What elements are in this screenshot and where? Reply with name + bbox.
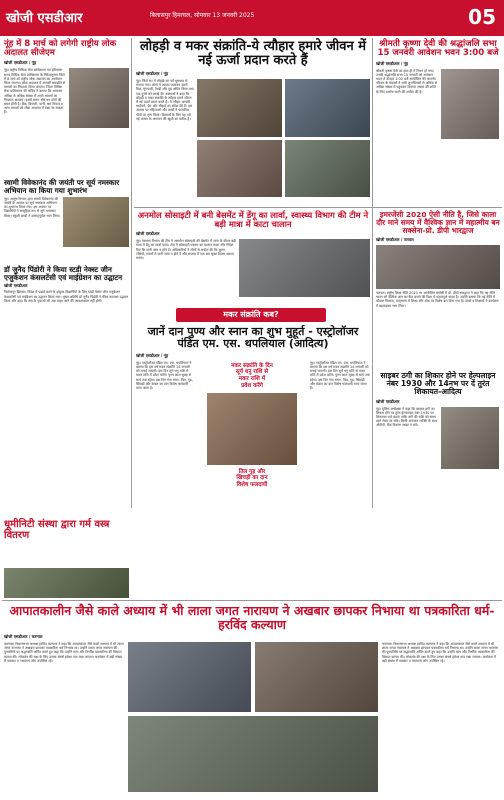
- anmol-story: [136, 211, 370, 315]
- story-headline: अनमोल सोसाइटी में बनी बेसमेंट में डेंगू का लार्वा, स्वास्थ्य विभाग की टीम ने बड़ी मात्रा में काटा चालान: [137, 210, 369, 230]
- news-photo: [197, 140, 282, 197]
- story-body: नूंह। एस्ट्रोलॉजर पंडित एम. एस. थपलियाल ने बताया कि इस वर्ष मकर संक्रांति 14 जनवरी को मनाई जाएगी। इस दिन सूर्य धनु राशि से मकर राशि में प्रवेश करेंगे। पुण्य काल सुबह से सायं तक रहेगा। इस दिन गंगा स्नान, तिल, गुड़, खिचड़ी और कंबल का दान विशेष फलदायी माना जाता है।: [136, 360, 193, 390]
- news-photo: [63, 197, 129, 247]
- story-byline: खोजी एसडीआर: [4, 283, 28, 289]
- section-rule: [2, 600, 502, 601]
- story-byline: खोजी एसडीआर / पलवल: [376, 236, 414, 242]
- story-headline: धूमीनिटी संस्था द्वारा गर्म वस्त्र वितरण: [4, 519, 110, 541]
- story-body: नूंह। पुलिस अधीक्षक ने कहा कि साइबर ठगी का शिकार होने पर तुरंत हेल्पलाइन नंबर 1930 पर शिकायत दर्ज कराएं ताकि ठगी की राशि को समय रहते रोका जा सके। किसी अनजान व्यक्ति के साथ ओटीपी, बैंक विवरण साझा न करें।: [376, 406, 438, 428]
- story-headline: साइबर ठगी का शिकार होने पर हेल्पलाइन नंबर 1930 और 14नभ पर दें तुरंत शिकायत-आदित्य: [380, 371, 496, 397]
- story-headline: डॉ जुनैद पिंडोरी ने किया स्टडी नेक्स्ट जीन एजुकेशन कंसलटेंसी एवं माईग्रेशन का उद्घाटन: [4, 264, 123, 282]
- story-body: नूंह। स्वास्थ्य विभाग की टीम ने अनमोल सोसाइटी की बेसमेंट में जांच के दौरान बड़ी मात्रा में डेंगू का लार्वा पाया। टीम ने सोसाइटी प्रबंधन का चालान काटा और निर्देश दिए कि पानी जमा न होने दें। अधिकारियों ने लोगों से अपील की कि कूलर, टंकियों, गमलों में पानी जमा न होने दें और सप्ताह में एक बार सूखा दिवस अवश्य मनाएं।: [136, 239, 236, 260]
- apatkal-story: [4, 604, 500, 792]
- news-photo: [4, 568, 129, 598]
- news-photo: [197, 79, 282, 137]
- news-photo: [207, 393, 297, 465]
- masthead: [0, 0, 504, 36]
- story-byline: खोजी एसडीआर / नूंह: [4, 60, 37, 66]
- shraddhanjali-story: [376, 40, 500, 197]
- news-photo: [69, 68, 129, 128]
- section-rule: [134, 207, 502, 208]
- story-headline: आपातकालीन जैसे काले अध्याय में भी लाला जगत नारायण ने अखबार छापकर निभाया था पत्रकारिता धर्म-हरविंद कल्याण: [9, 603, 495, 632]
- story-body: श्रीमती कृष्णा देवी का हाल ही में निधन हो गया। उनकी श्रद्धांजलि सभा 15 जनवरी को आवेशन भवन में दोपहर 3:00 बजे आयोजित की जाएगी। परिवार के सदस्यों ने सभी शुभचिंतकों से अधिक से अधिक संख्या में पहुंचकर दिवंगत आत्मा की शांति के लिए प्रार्थना करने की अपील की है।: [376, 68, 438, 94]
- section-tag: मकर संक्रांति कब?: [176, 308, 326, 322]
- column-rule: [372, 38, 373, 508]
- news-photo: [128, 642, 251, 712]
- news-photo: [255, 642, 378, 712]
- pull-quote: तिल गुड़ और खिचड़ी का दान विशेष फलदायी: [236, 468, 268, 488]
- story-body: नूंह। आयुष विभाग द्वारा स्वामी विवेकानंद की जयंती के अवसर पर सूर्य नमस्कार अभियान का शुभारंभ किया गया। इस अवसर पर विद्यार्थियों ने सामूहिक रूप से सूर्य नमस्कार किया। स्कूली बच्चों ने उत्साहपूर्वक भाग लिया।: [4, 196, 60, 218]
- story-headline: स्वामी विवेकानंद की जयंती पर सूर्य नमस्कार अभियान का किया गया शुभारंभ: [4, 178, 120, 196]
- story-headline: श्रीमती कृष्णा देवी की श्रद्धांजलि सभा 15 जनवरी आवेशन भवन 3:00 बजे: [377, 39, 499, 59]
- story-headline: लोहड़ी व मकर संक्रांति-ये त्यौहार हमारे जीवन में नई ऊर्जा प्रदान करते हैं: [139, 39, 367, 69]
- emergency-story: [376, 211, 500, 353]
- cyber-story: [376, 372, 500, 487]
- news-photo: [376, 245, 500, 289]
- portrait-photo: [441, 69, 499, 139]
- story-headline: इमरजेंसी 2020 ऐसी नीति है, जिसे काला दौर माने समय में वैश्विक ज्ञान में महात्मीय बन सक्सेना-प्रो. डीपी भारद्वाज: [376, 210, 500, 235]
- story-body: फिरोजपुर झिरका। विदेश में पढ़ाई करने के इच्छुक विद्यार्थियों के लिए स्टडी नेक्स्ट जीन एजुकेशन कंसलटेंसी एवं माईग्रेशन का उद्घाटन किया गया। मुख्य अतिथि डॉ जुनैद पिंडोरी ने फीता काटकर उद्घाटन किया और कहा कि क्षेत्र के युवाओं को अब बाहर जाने की आवश्यकता नहीं होगी।: [4, 290, 129, 303]
- story-body: नूंह। राष्ट्रीय विधिक सेवा प्राधिकरण एवं हरियाणा राज्य विधिक सेवा प्राधिकरण के निर्देशानुसार जिले में 8 मार्च को राष्ट्रीय लोक अदालत का आयोजन किया जाएगा। लोक अदालत में आपसी समझौते से मामलों का निपटारा किया जाएगा। जिला विधिक सेवा प्राधिकरण की सचिव ने बताया कि आमजन अधिक से अधिक संख्या में अपने मामलों का निपटारा करवाएं। इससे समय और धन दोनों की बचत होती है। बैंक, बिजली, पानी, श्रम विवाद व अन्य मामलों को लोक अदालत में रखा जा सकता है।: [4, 68, 66, 115]
- story-byline: खोजी एसडीआर / नूंह: [136, 352, 169, 358]
- story-body: नूंह। जिले भर में लोहड़ी का पर्व धूमधाम से मनाया गया। लोगों ने अलाव जलाकर उसमें तिल, मूंगफली, रेवड़ी और गुड़ अर्पित किया तथा एक दूसरे को बधाई दी। वक्ताओं ने कहा कि लोहड़ी व मकर संक्रांति के त्यौहार हमारे जीवन में नई ऊर्जा प्रदान करते हैं। ये त्यौहार आपसी भाईचारे, प्रेम और सौहार्द का संदेश देते हैं। इस अवसर पर महिलाओं और बच्चों ने पारंपरिक गीतों पर नृत्य किया। किसानों के लिए यह पर्व नई फसल के आगमन की खुशी का प्रतीक है।: [136, 79, 194, 121]
- page-number: 05: [468, 5, 496, 29]
- news-photo: [128, 716, 378, 792]
- newspaper-brand: खोजी एसडीआर: [6, 11, 83, 26]
- story-byline: खोजी एसडीआर / नूंह: [376, 60, 409, 66]
- story-byline: खोजी एसडीआर: [376, 398, 400, 404]
- news-photo: [285, 140, 370, 197]
- makar-story: [136, 326, 370, 511]
- story-body: करनाल। विधानसभा अध्यक्ष हरविंद कल्याण ने कहा कि आपातकाल जैसे काले अध्याय में भी लाला जगत नारायण ने अखबार छापकर पत्रकारिता धर्म निभाया था। उन्होंने लाला जगत नारायण की पुण्यतिथि पर श्रद्धांजलि अर्पित करते हुए कहा कि उन्होंने सत्य और निर्भीक पत्रकारिता की मिसाल कायम की। लोकतंत्र की रक्षा के लिए उनका संघर्ष हमेशा याद रखा जाएगा। कार्यक्रम में बड़ी संख्या में पत्रकार व गणमान्य लोग उपस्थित रहे।: [4, 642, 124, 663]
- story-headline: जानें दान पुण्य और स्नान का शुभ मुहूर्त - एस्ट्रोलॉजर पंडित एम. एस. थपलियाल (आदित्य): [147, 325, 359, 350]
- lohri-story: [136, 40, 370, 197]
- story-byline: खोजी एसडीआर: [136, 231, 160, 237]
- story-body: पलवल। राष्ट्रीय शिक्षा नीति 2020 पर आयोजित संगोष्ठी में प्रो. डीपी भारद्वाज ने कहा कि यह नीति भारत को वैश्विक ज्ञान का केंद्र बनाने की दिशा में महत्वपूर्ण कदम है। उन्होंने बताया कि नई नीति में कौशल विकास, मातृभाषा में शिक्षा और शोध पर विशेष बल दिया गया है। छात्रों व शिक्षकों ने कार्यक्रम में बढ़चढ़कर भाग लिया।: [376, 290, 499, 308]
- story-body: करनाल। विधानसभा अध्यक्ष हरविंद कल्याण ने कहा कि आपातकाल जैसे काले अध्याय में भी लाला जगत नारायण ने अखबार छापकर पत्रकारिता धर्म निभाया था। उन्होंने लाला जगत नारायण की पुण्यतिथि पर श्रद्धांजलि अर्पित करते हुए कहा कि उन्होंने सत्य और निर्भीक पत्रकारिता की मिसाल कायम की। लोकतंत्र की रक्षा के लिए उनका संघर्ष हमेशा याद रखा जाएगा। कार्यक्रम में बड़ी संख्या में पत्रकार व गणमान्य लोग उपस्थित रहे।: [382, 642, 499, 663]
- pull-quote: मकर संक्रांति के दिन सूर्य धनु राशि से मकर राशि में प्रवेश करेंगे: [231, 362, 273, 389]
- news-photo: [239, 239, 370, 297]
- column-rule: [131, 38, 132, 508]
- story-body: नूंह। एस्ट्रोलॉजर पंडित एम. एस. थपलियाल ने बताया कि इस वर्ष मकर संक्रांति 14 जनवरी को मनाई जाएगी। इस दिन सूर्य धनु राशि से मकर राशि में प्रवेश करेंगे। पुण्य काल सुबह से सायं तक रहेगा। इस दिन गंगा स्नान, तिल, गुड़, खिचड़ी और कंबल का दान विशेष फलदायी माना जाता है।: [310, 360, 370, 390]
- portrait-photo: [441, 407, 499, 469]
- left-column: [4, 40, 129, 350]
- story-headline: नूंह में 8 मार्च को लगेगी राष्ट्रीय लोक अदालत सीजेएम: [4, 39, 117, 59]
- story-byline: खोजी एसडीआर / करनाल: [4, 634, 43, 639]
- news-photo: [285, 79, 370, 137]
- story-byline: खोजी एसडीआर / नूंह: [136, 71, 169, 77]
- left-lower-story: [4, 520, 129, 542]
- dateline: बिलासपुर हिमाचल, सोमवार 13 जनवरी 2025: [150, 12, 255, 19]
